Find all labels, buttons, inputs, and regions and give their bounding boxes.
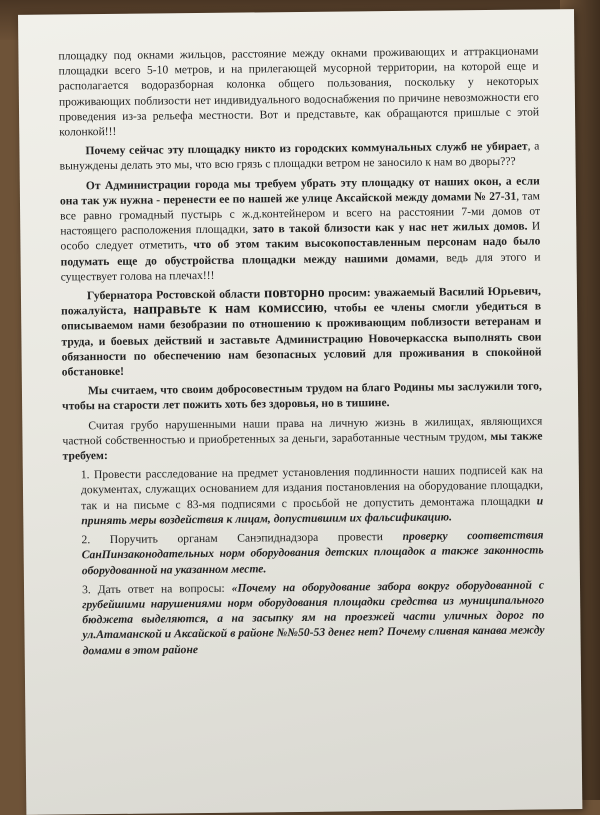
bold-italic-text: «Почему на оборудование забора вокруг оборудованной с грубейшими нарушениями норм оборудования площадки средства из муниципального бюджета выделяются, а на засыпку ям на проезжей части уличных дорог по ул.Атаманской и Аксайской в районе №№50-53 денег нет? Почему сливная канава между домами в этом районе: [82, 578, 545, 657]
bold-text: Почему сейчас эту площадку никто из городских коммунальных служб не убирает: [85, 139, 528, 158]
paragraph-rights-violation: [62, 413, 542, 464]
bold-text: что об этом таким высокопоставленным персонам надо было подумать еще до обустройства площадки между нашими домами: [60, 234, 541, 269]
list-item-sanitary-check: [81, 528, 543, 578]
bold-text: мы также требуем:: [62, 429, 543, 463]
paragraph-cleaning-question: [59, 139, 539, 174]
paragraph-governor-request: [61, 283, 542, 379]
bold-text: просим: уважаемый Василий Юрьевич, пожалуйста,: [61, 284, 541, 318]
document-body: [58, 43, 544, 662]
paragraph-text: , ведь для этого и существует голова на плечах!!!: [60, 250, 541, 284]
list-item-investigation: [81, 463, 544, 529]
paper-sheet: [18, 9, 582, 815]
emphasis-text: повторно: [263, 284, 325, 302]
paragraph-text: И особо следует отметить,: [60, 219, 541, 253]
bold-text: Губернатора Ростовской области: [86, 287, 265, 303]
list-item-text: 1. Провести расследование на предмет установления подлинности наших подписей как на документах, служащих основанием для издания постановления на оборудование площадки, так и на письме с 83-мя подписями с просьбой не допустить демонтажа площадки: [80, 463, 544, 512]
paragraph-text: Считая грубо нарушенными наши права на личную жизнь в жилищах, являющихся частной собственностью и приобретенных за деньги, заработанные честным трудом,: [62, 414, 543, 448]
paragraph-administration-demand: [60, 173, 541, 284]
bold-italic-text: и принять меры воздействия к лицам, допустившим их фальсификацию.: [81, 494, 544, 528]
bold-text: зато в такой близости как у нас нет жилых домов.: [252, 219, 528, 236]
paragraph-merit-statement: [62, 379, 542, 414]
bold-italic-text: проверку соответствия СанПинзаконодательных норм оборудования детских площадок а также законность оборудованной на указанном месте.: [81, 528, 544, 577]
bold-text: От Администрации города мы требуем убрать эту площадку от наших окон, а если она так уж нужна - перенести ее по нашей же улице Аксайской между домами № 27-31: [59, 174, 540, 208]
list-item-questions: [82, 577, 545, 658]
bold-text: Мы считаем, что своим добросовестным трудом на благо Родины мы заслужили того, чтобы на старости лет пожить хоть без здоровья, но в тишине.: [62, 379, 543, 413]
list-item-text: 3. Дать ответ на вопросы:: [81, 581, 232, 596]
paragraph-playground-location: [58, 43, 539, 139]
paragraph-text: , а вынуждены делать это мы, что всю грязь с площадки ветром не заносило к нам во дворы???: [59, 139, 540, 173]
list-item-text: 2. Поручить органам Санэпиднадзора провести: [81, 530, 403, 547]
bold-text: , чтобы ее члены смогли убедиться в описываемом нами безобразии по отношению к проживающим поблизости ветеранам и труда, и боевых действий и заставьте Администрацию Новочеркасска выполнять свои обязанности по обеспечению нам безопасных условий для проживания в спокойной обстановке!: [61, 299, 542, 379]
paragraph-text: , там все равно громадный пустырь с ж.д.контейнером и всего на расстоянии 7-ми домов от настоящего расположения площадки,: [60, 189, 541, 238]
paragraph-text: площадку под окнами жильцов, расстояние между окнами проживающих и аттракционами площадки всего 5-10 метров, и на прилегающей мусорной территории, на которой еще и располагается водоразборная колонка общего пользования, поскольку у некоторых проживающих поблизости нет индивидуального водоснабжения по причине невозможности его проведения из-за рельефа местности. Вот и представьте, как обращаются пришлые с этой колонкой!!!: [58, 44, 540, 139]
emphasis-text: направьте к нам комиссию: [133, 299, 324, 318]
